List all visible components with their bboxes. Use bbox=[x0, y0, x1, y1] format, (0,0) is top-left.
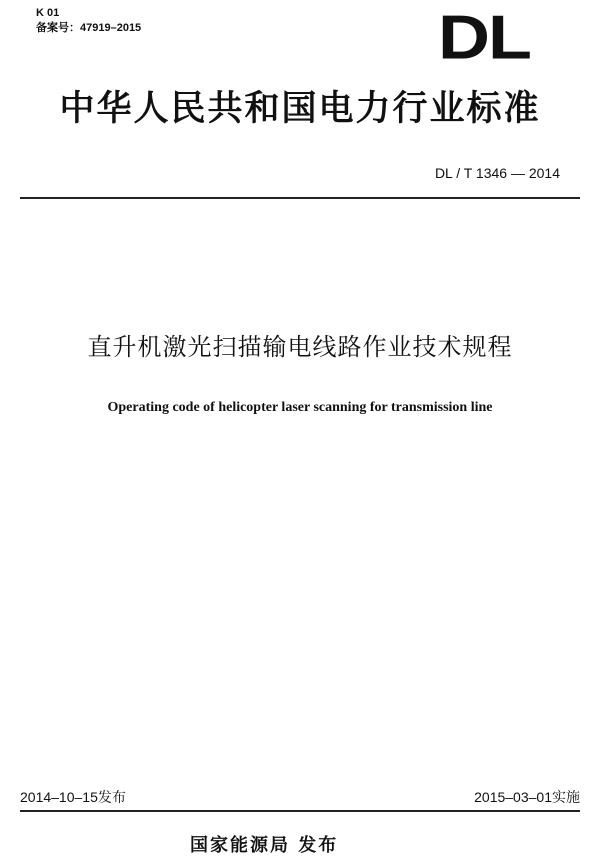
document-title-chinese: 直升机激光扫描输电线路作业技术规程 bbox=[87, 333, 513, 361]
industry-standard-title: 中华人民共和国电力行业标准 bbox=[59, 88, 541, 129]
dl-logo: DL bbox=[438, 3, 530, 73]
classification-code: K 01 bbox=[36, 7, 60, 19]
filing-number: 备案号：47919–2015 bbox=[36, 22, 142, 34]
standard-number: DL / T 1346 — 2014 bbox=[434, 165, 560, 181]
effective-date: 2015–03–01实施 bbox=[474, 789, 580, 805]
issue-date: 2014–10–15发布 bbox=[20, 789, 126, 805]
publisher-line bbox=[190, 835, 339, 856]
publisher-text: 国家能源局 发布 bbox=[190, 835, 339, 856]
bottom-divider bbox=[20, 810, 580, 812]
classification-block bbox=[36, 6, 141, 36]
document-title-english: Operating code of helicopter laser scanning for transmission line bbox=[107, 400, 493, 415]
top-divider bbox=[20, 197, 580, 199]
